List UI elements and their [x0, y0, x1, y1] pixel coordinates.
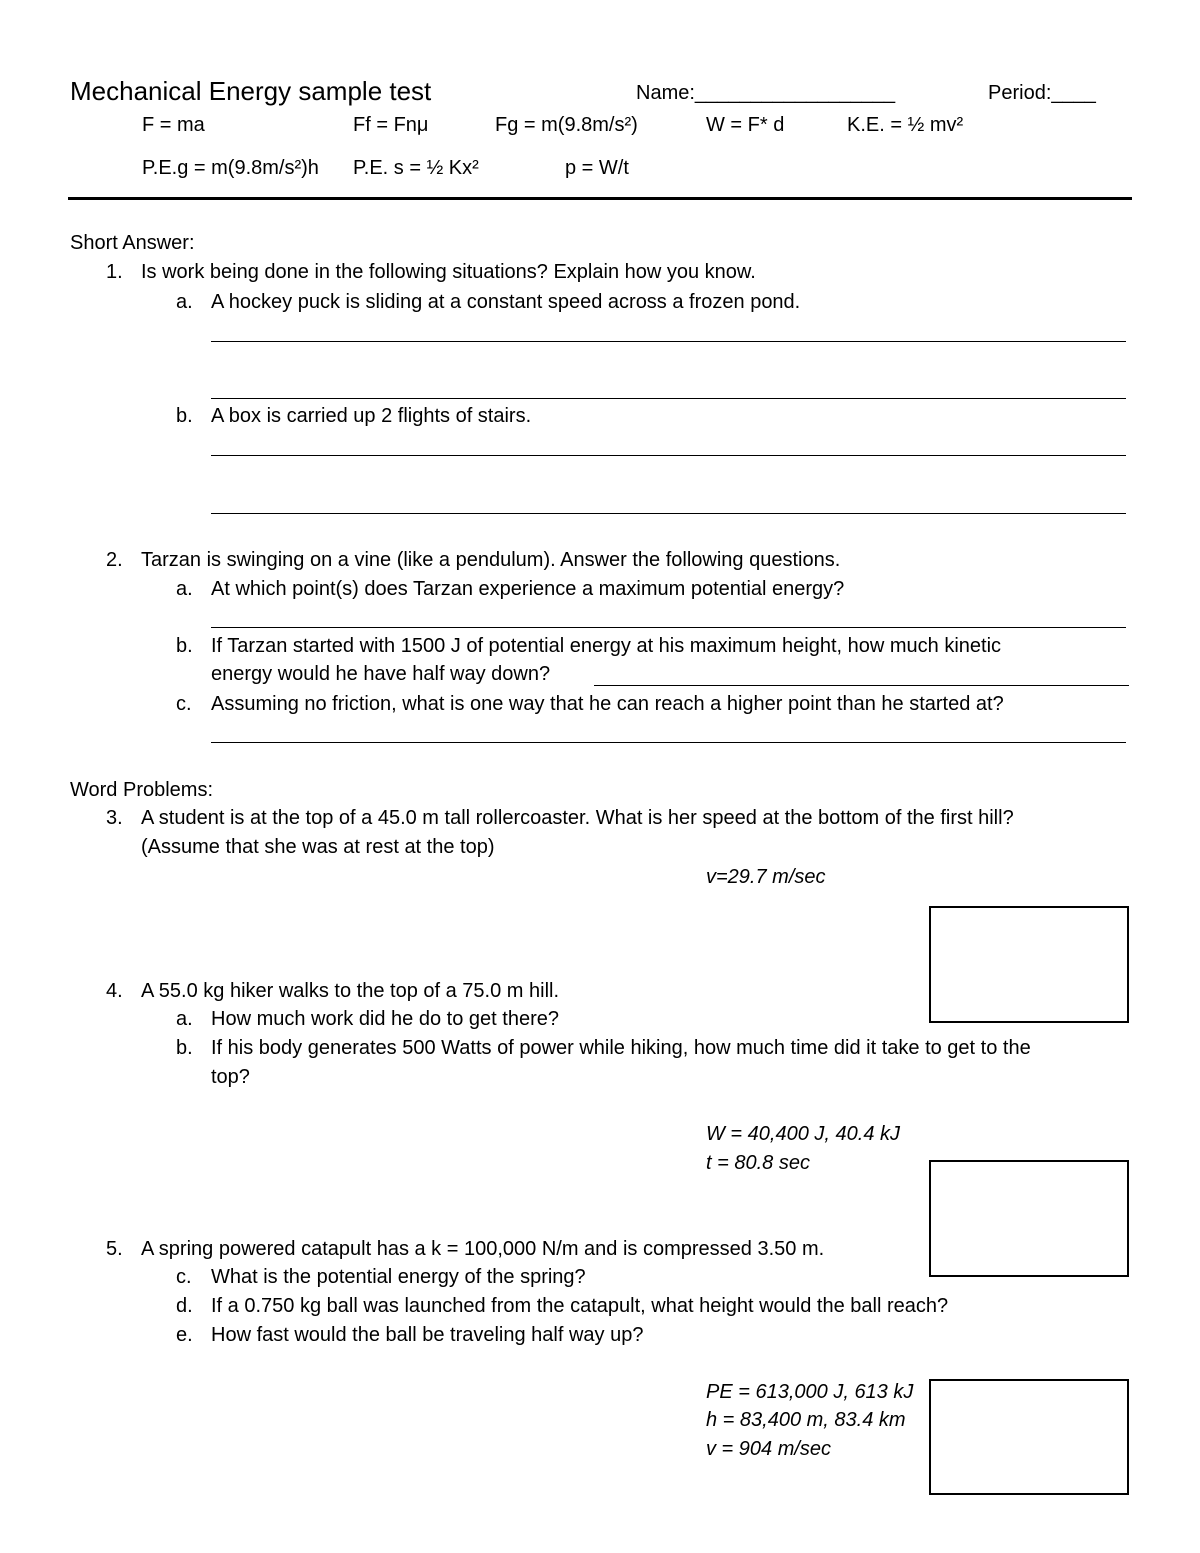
header-divider: [68, 197, 1132, 200]
formula-force: F = ma: [142, 114, 205, 136]
answer-line[interactable]: [211, 455, 1126, 456]
question-3-text-cont: (Assume that she was at rest at the top): [141, 836, 495, 858]
question-1b-text: A box is carried up 2 flights of stairs.: [211, 405, 532, 427]
question-1a-text: A hockey puck is sliding at a constant speed across a frozen pond.: [211, 291, 801, 313]
question-2a-text: At which point(s) does Tarzan experience a maximum potential energy?: [211, 578, 845, 600]
question-2c-text: Assuming no friction, what is one way that he can reach a higher point than he started at?: [211, 693, 1004, 715]
question-number: 3.: [106, 807, 123, 829]
formula-pe-spring: P.E. s = ½ Kx²: [353, 157, 479, 179]
answer-key: h = 83,400 m, 83.4 km: [706, 1409, 906, 1431]
period-field[interactable]: Period:____: [988, 82, 1096, 104]
sub-label: c.: [176, 693, 192, 715]
question-5-text: A spring powered catapult has a k = 100,000 N/m and is compressed 3.50 m.: [141, 1238, 825, 1260]
formula-friction: Ff = Fnμ: [353, 114, 429, 136]
question-2b-text-cont: energy would he have half way down?: [211, 663, 551, 685]
answer-key: W = 40,400 J, 40.4 kJ: [706, 1123, 900, 1145]
answer-line[interactable]: [211, 398, 1126, 399]
question-4b-text-cont: top?: [211, 1066, 250, 1088]
sub-label: e.: [176, 1324, 193, 1346]
question-number: 2.: [106, 549, 123, 571]
question-2-text: Tarzan is swinging on a vine (like a pendulum). Answer the following questions.: [141, 549, 841, 571]
sub-label: b.: [176, 635, 193, 657]
answer-line[interactable]: [211, 513, 1126, 514]
answer-box[interactable]: [929, 1160, 1129, 1277]
question-4-text: A 55.0 kg hiker walks to the top of a 75.0 m hill.: [141, 980, 560, 1002]
question-5e-text: How fast would the ball be traveling half way up?: [211, 1324, 644, 1346]
answer-box[interactable]: [929, 1379, 1129, 1495]
sub-label: a.: [176, 1008, 193, 1030]
formula-gravity: Fg = m(9.8m/s²): [495, 114, 638, 136]
answer-line[interactable]: [211, 627, 1126, 628]
question-2b-text: If Tarzan started with 1500 J of potential energy at his maximum height, how much kinetic: [211, 635, 1002, 657]
section-heading-short-answer: Short Answer:: [70, 232, 195, 254]
section-heading-word-problems: Word Problems:: [70, 779, 214, 801]
sub-label: b.: [176, 405, 193, 427]
sub-label: d.: [176, 1295, 193, 1317]
formula-kinetic-energy: K.E. = ½ mv²: [847, 114, 964, 136]
question-5d-text: If a 0.750 kg ball was launched from the catapult, what height would the ball reach?: [211, 1295, 949, 1317]
question-1-text: Is work being done in the following situations? Explain how you know.: [141, 261, 756, 283]
sub-label: a.: [176, 291, 193, 313]
question-3-text: A student is at the top of a 45.0 m tall rollercoaster. What is her speed at the bottom of the first hill?: [141, 807, 1014, 829]
sub-label: c.: [176, 1266, 192, 1288]
question-5c-text: What is the potential energy of the spring?: [211, 1266, 586, 1288]
question-4a-text: How much work did he do to get there?: [211, 1008, 559, 1030]
question-number: 5.: [106, 1238, 123, 1260]
answer-key: v=29.7 m/sec: [706, 866, 826, 888]
question-number: 1.: [106, 261, 123, 283]
formula-work: W = F* d: [706, 114, 785, 136]
sub-label: a.: [176, 578, 193, 600]
answer-key: t = 80.8 sec: [706, 1152, 810, 1174]
formula-power: p = W/t: [565, 157, 629, 179]
answer-line[interactable]: [211, 742, 1126, 743]
page-title: Mechanical Energy sample test: [70, 76, 432, 106]
sub-label: b.: [176, 1037, 193, 1059]
question-number: 4.: [106, 980, 123, 1002]
formula-pe-gravity: P.E.g = m(9.8m/s²)h: [142, 157, 319, 179]
answer-line[interactable]: [594, 685, 1129, 686]
answer-key: PE = 613,000 J, 613 kJ: [706, 1381, 914, 1403]
answer-key: v = 904 m/sec: [706, 1438, 832, 1460]
question-4b-text: If his body generates 500 Watts of power while hiking, how much time did it take to get to the: [211, 1037, 1031, 1059]
answer-line[interactable]: [211, 341, 1126, 342]
answer-box[interactable]: [929, 906, 1129, 1023]
name-field[interactable]: Name:__________________: [636, 82, 896, 104]
